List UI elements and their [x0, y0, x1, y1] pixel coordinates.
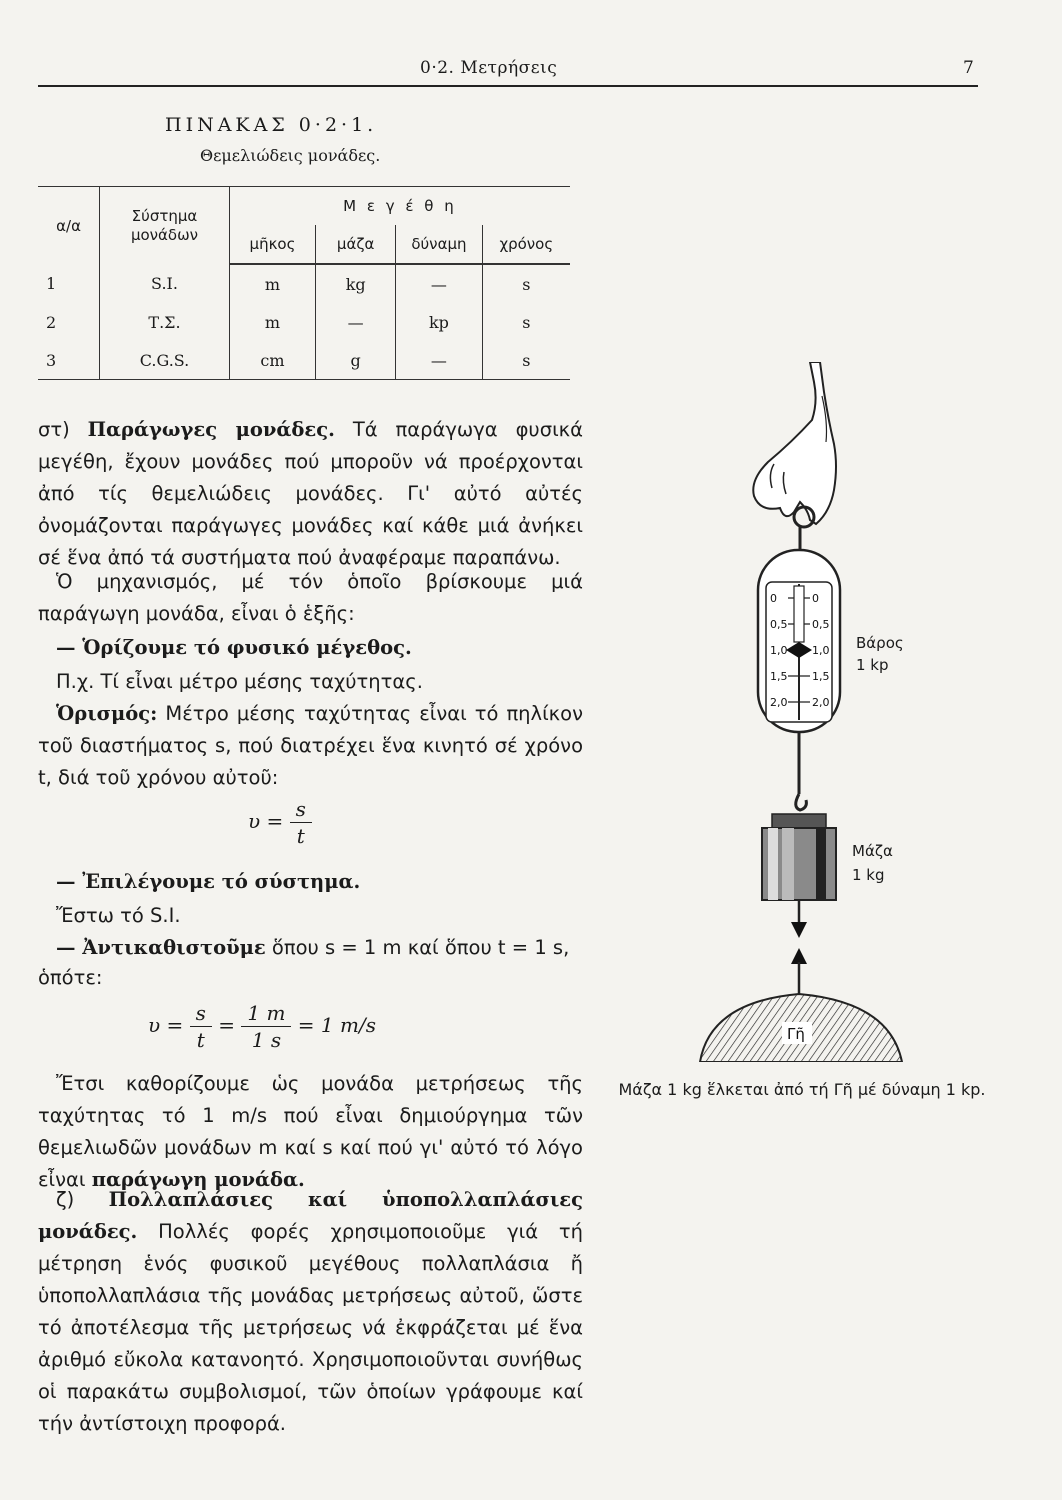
scale-right-label: 0 [812, 592, 819, 605]
table-row [38, 303, 570, 341]
fundamental-units-table [38, 186, 570, 380]
figure-caption: Μάζα 1 kg ἕλκεται ἀπό τή Γῆ μέ δύναμη 1 kp. [618, 1080, 986, 1099]
hand-illustration [753, 362, 836, 524]
let-si-line: Ἔστω τό S.I. [56, 904, 181, 927]
weight-value: 1 kp [856, 656, 889, 674]
cell-length: cm [229, 341, 315, 380]
earth-label: Γῆ [787, 1025, 805, 1043]
mass-value: 1 kg [852, 866, 885, 884]
multiples-body: Πολλές φορές χρησιμοποιοῦμε γιά τή μέτρηση ἑνός φυσικοῦ μεγέθους πολλαπλάσια ἤ ὑποπολλαπλάσια τῆς μονάδας μετρήσεως αὐτοῦ, ὥστε τό ἀποτέλεσμα τῆς μετρήσεως νά ἐκφράζεται μέ ἕνα ἀριθμό εὔκολα κατανοητό. Χρησιμοποιοῦνται συνήθως οἱ παρακάτω συμβολισμοί, τῶν ὁποίων γράφουμε καί τήν ἀντίστοιχη προφορά. [38, 1220, 583, 1435]
derived-units-heading: Παράγωγες μονάδες. [87, 418, 335, 441]
derived-units-body: Τά παράγωγα φυσικά μεγέθη, ἔχουν μονάδες πού μποροῦν νά προέρχονται ἀπό τίς θεμελιώδεις μονάδες. Γι' αὐτό αὐτές ὀνομάζονται παράγωγες μονάδες καί κάθε μιά ἀνήκει σέ ἕνα ἀπό τά συστήματα πού ἀναφέραμε παραπάνω. [38, 418, 584, 569]
col-header-quantities: Μ ε γ έ θ η [229, 187, 570, 226]
scale-right-label: 2,0 [812, 696, 830, 709]
cell-system: C.G.S. [100, 341, 230, 380]
definition-paragraph [38, 698, 583, 794]
cell-mass: g [316, 341, 396, 380]
cell-force: — [396, 264, 482, 303]
spring-balance-figure [690, 362, 1020, 1062]
formula-velocity-definition [248, 796, 312, 849]
cell-force: kp [396, 303, 482, 341]
mass-label: Μάζα [852, 842, 893, 860]
conclusion-body: Ἔτσι καθορίζουμε ὡς μονάδα μετρήσεως τῆς ταχύτητας τό 1 m/s πού εἶναι δημιούργημα τῶν θεμελιωδῶν μονάδων m καί s καί πού γι' αὐτό τό λόγο εἶναι [38, 1072, 583, 1191]
upward-arrow-icon [791, 948, 807, 964]
cell-time: s [482, 303, 570, 341]
step-substitute [38, 932, 601, 964]
weight-label: Βάρος [856, 634, 904, 652]
conclusion-bold: παράγωγη μονάδα. [91, 1168, 305, 1191]
cell-index: 3 [38, 341, 100, 380]
cell-system: Τ.Σ. [100, 303, 230, 341]
step-choose-label: — Ἐπιλέγουμε τό σύστημα. [56, 870, 361, 893]
table-subtitle: Θεμελιώδεις μονάδες. [200, 146, 381, 165]
paragraph-mechanism: Ὁ μηχανισμός, μέ τόν ὁποῖο βρίσκουμε μιά παράγωγη μονάδα, εἶναι ὁ ἑξῆς: [38, 570, 583, 625]
scale-right-label: 1,0 [812, 644, 830, 657]
col-header-length: μῆκος [229, 225, 315, 264]
downward-arrow-icon [791, 922, 807, 938]
item-label: στ) [38, 418, 88, 441]
col-header-index: α/α [38, 187, 100, 265]
paragraph-derived-units [38, 414, 583, 574]
scale-right-label: 1,5 [812, 670, 830, 683]
formula-result: = 1 m/s [297, 1013, 376, 1037]
cell-time: s [482, 264, 570, 303]
example-line: Π.χ. Τί εἶναι μέτρο μέσης ταχύτητας. [56, 670, 423, 693]
scale-right-label: 0,5 [812, 618, 830, 631]
definition-body: Μέτρο μέσης ταχύτητας εἶναι τό πηλίκον τοῦ διαστήματος s, πού διατρέχει ἕνα κινητό σέ χρόνο t, διά τοῦ χρόνου αὐτοῦ: [38, 702, 583, 789]
cell-length: m [229, 303, 315, 341]
scale-left-label: 1,5 [770, 670, 788, 683]
formula-equals: = [218, 1013, 236, 1037]
step-substitute-body: ὅπου s = 1 m καί ὅπου t = 1 s, [265, 936, 570, 959]
table-row [38, 341, 570, 380]
step-substitute-label: — Ἀντικαθιστοῦμε [56, 936, 266, 959]
formula-fraction [290, 796, 312, 849]
header-rule [38, 85, 978, 87]
col-header-mass: μάζα [316, 225, 396, 264]
definition-label: Ὁρισμός: [56, 702, 158, 725]
fraction-numerator: s [290, 796, 312, 823]
col-header-time: χρόνος [482, 225, 570, 264]
cell-index: 1 [38, 264, 100, 303]
formula-lhs: υ = [248, 809, 284, 833]
cell-index: 2 [38, 303, 100, 341]
formula-fraction [190, 1000, 212, 1053]
col-header-system: Σύστημα μονάδων [100, 187, 230, 265]
cell-mass: — [316, 303, 396, 341]
mass-weight [762, 814, 836, 900]
fraction-denominator: t [196, 1028, 205, 1052]
col-header-force: δύναμη [396, 225, 482, 264]
cell-system: S.I. [100, 264, 230, 303]
running-header-title: 0·2. Μετρήσεις [420, 58, 558, 78]
paragraph-multiples [38, 1184, 583, 1440]
scale-left-label: 2,0 [770, 696, 788, 709]
fraction-numerator: s [190, 1000, 212, 1027]
cell-force: — [396, 341, 482, 380]
multiples-heading: Πολλαπλάσιες καί ὑποπολλαπλάσιες μονάδες. [38, 1188, 583, 1243]
formula-lhs: υ = [148, 1013, 184, 1037]
cell-length: m [229, 264, 315, 303]
fraction-denominator: 1 s [251, 1028, 282, 1052]
cell-time: s [482, 341, 570, 380]
paragraph-unit-conclusion [38, 1068, 583, 1196]
step-define-quantity [38, 632, 601, 664]
scale-left-label: 1,0 [770, 644, 788, 657]
page-number: 7 [963, 58, 974, 78]
formula-fraction [241, 1000, 291, 1053]
step-choose-system [38, 866, 601, 898]
fraction-denominator: t [296, 824, 305, 848]
scale-left-label: 0 [770, 592, 777, 605]
fraction-numerator: 1 m [241, 1000, 291, 1027]
table-row [38, 264, 570, 303]
formula-velocity-unit [148, 1000, 376, 1053]
hence-line: ὁπότε: [38, 966, 103, 989]
step-define-label: — Ὁρίζουμε τό φυσικό μέγεθος. [56, 636, 412, 659]
cell-mass: kg [316, 264, 396, 303]
item-label: ζ) [56, 1188, 109, 1211]
table-title: ΠΙΝΑΚΑΣ 0·2·1. [165, 114, 378, 136]
scale-left-label: 0,5 [770, 618, 788, 631]
